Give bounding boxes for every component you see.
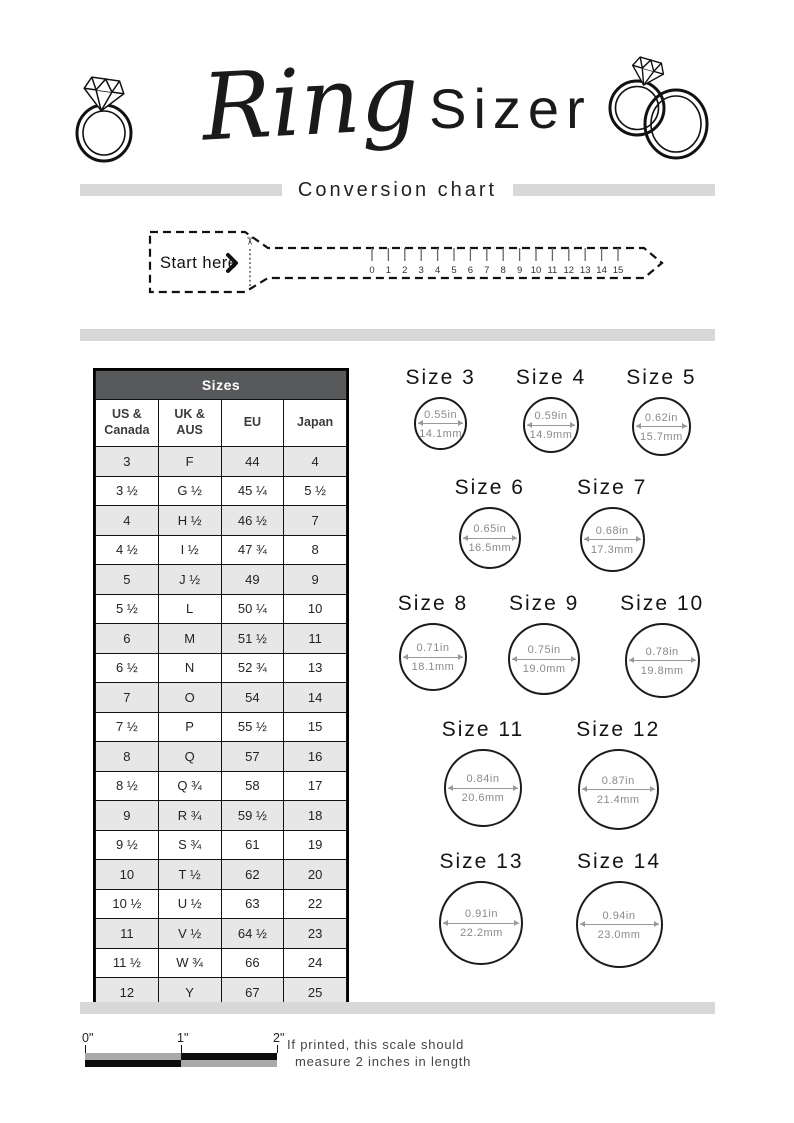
size-cell: 7: [96, 683, 159, 713]
size-cell: 20: [284, 860, 347, 890]
ruler-tick-number: 3: [418, 265, 424, 276]
size-cell: 62: [221, 860, 284, 890]
size-cell: 3: [96, 447, 159, 477]
size-cell: G ½: [158, 476, 221, 506]
diameter-inches: 0.62in: [644, 411, 678, 424]
size-cell: 47 ¾: [221, 535, 284, 565]
diameter-inches: 0.84in: [466, 773, 500, 785]
size-cell: N: [158, 653, 221, 683]
size-cell: 15: [284, 712, 347, 742]
size-cell: 22: [284, 889, 347, 919]
size-cell: 55 ½: [221, 712, 284, 742]
diameter-arrow: [443, 923, 519, 924]
col-head-uk-aus: UK & AUS: [158, 400, 221, 447]
table-row: [96, 830, 347, 860]
size-cell: 61: [221, 830, 284, 860]
size-cell: 11 ½: [96, 948, 159, 978]
diameter-arrow: [448, 788, 518, 789]
diameter-inches: 0.65in: [473, 523, 507, 535]
diameter-arrow: [582, 789, 655, 790]
size-conversion-table: [93, 368, 349, 1010]
size-cell: 10: [96, 860, 159, 890]
size-cell: 7: [284, 506, 347, 536]
circle-row: [368, 718, 734, 830]
scale-segment: [85, 1053, 181, 1060]
print-scale-note: [287, 1037, 471, 1071]
ring-size-label: Size 7: [577, 476, 648, 499]
ruler-tick-number: 0: [369, 265, 375, 276]
table-row: [96, 771, 347, 801]
size-cell: 13: [284, 653, 347, 683]
ruler-tick-number: 8: [500, 265, 506, 276]
scale-tick: [85, 1045, 86, 1053]
table-row: [96, 919, 347, 949]
scale-mark-0: 0": [82, 1031, 94, 1045]
size-cell: J ½: [158, 565, 221, 595]
ring-size-circle: [439, 881, 523, 965]
size-cell: 54: [221, 683, 284, 713]
size-cell: 51 ½: [221, 624, 284, 654]
table-row: [96, 742, 347, 772]
diameter-arrow: [512, 659, 576, 660]
diameter-arrow: [580, 924, 659, 925]
size-cell: M: [158, 624, 221, 654]
circle-row: [368, 366, 734, 456]
size-cell: 10 ½: [96, 889, 159, 919]
page-title: [150, 28, 644, 178]
ring-size-circle: [523, 397, 579, 453]
table-row: [96, 801, 347, 831]
ring-size-label: Size 6: [454, 476, 525, 499]
scale-tick: [277, 1045, 278, 1053]
double-rings-icon: [597, 50, 715, 164]
col-head-japan: Japan: [284, 400, 347, 447]
diameter-inches: 0.55in: [424, 408, 458, 421]
size-cell: 50 ¼: [221, 594, 284, 624]
size-cell: 9: [284, 565, 347, 595]
ring-size-item: [439, 850, 523, 965]
scale-mark-2: 2": [273, 1031, 285, 1045]
size-cell: H ½: [158, 506, 221, 536]
ring-size-label: Size 11: [441, 718, 525, 741]
ring-size-item: [405, 366, 475, 450]
ring-size-item: [576, 718, 660, 830]
size-cell: 16: [284, 742, 347, 772]
ruler-tick-number: 4: [434, 265, 441, 276]
ring-size-item: [576, 850, 663, 968]
diameter-mm: 18.1mm: [411, 661, 455, 673]
size-cell: 8 ½: [96, 771, 159, 801]
diameter-arrow: [527, 425, 575, 426]
size-cell: 10: [284, 594, 347, 624]
scale-segment: [85, 1060, 181, 1067]
size-cell: 64 ½: [221, 919, 284, 949]
size-cell: 12: [96, 978, 159, 1008]
diameter-mm: 20.6mm: [461, 792, 505, 804]
diameter-inches: 0.78in: [645, 645, 679, 658]
subtitle-row: [80, 177, 715, 203]
scale-segment: [181, 1053, 277, 1060]
ring-size-circle: [414, 397, 467, 450]
ruler-tick-number: 12: [563, 265, 575, 276]
table-row: [96, 653, 347, 683]
ring-size-circle: [508, 623, 580, 695]
size-cell: 58: [221, 771, 284, 801]
diameter-mm: 19.8mm: [640, 664, 684, 677]
size-cell: Q: [158, 742, 221, 772]
ring-size-item: [577, 476, 647, 572]
size-cell: 8: [284, 535, 347, 565]
size-cell: 52 ¾: [221, 653, 284, 683]
ring-size-circle: [576, 881, 663, 968]
diameter-arrow: [629, 660, 696, 661]
ring-size-circles: [368, 366, 734, 968]
ring-size-label: Size 9: [508, 592, 580, 615]
ring-size-item: [508, 592, 580, 695]
ring-size-circle: [632, 397, 691, 456]
size-cell: U ½: [158, 889, 221, 919]
ring-size-label: Size 14: [576, 850, 662, 873]
size-cell: 49: [221, 565, 284, 595]
size-cell: 7 ½: [96, 712, 159, 742]
ring-size-label: Size 4: [515, 366, 587, 389]
size-cell: 4 ½: [96, 535, 159, 565]
size-cell: 4: [284, 447, 347, 477]
table-row: [96, 476, 347, 506]
col-head-us-canada: US & Canada: [96, 400, 159, 447]
diameter-mm: 14.1mm: [419, 427, 462, 440]
diameter-arrow: [584, 539, 641, 540]
diameter-inches: 0.59in: [534, 410, 568, 422]
table-title: Sizes: [96, 371, 347, 400]
size-cell: 24: [284, 948, 347, 978]
table-row: [96, 594, 347, 624]
ruler-tick-number: 10: [530, 265, 542, 276]
size-cell: 6 ½: [96, 653, 159, 683]
ruler-ticks: [369, 248, 623, 276]
size-cell: 25: [284, 978, 347, 1008]
ring-size-circle: [399, 623, 467, 691]
size-cell: 5: [96, 565, 159, 595]
size-cell: Q ¾: [158, 771, 221, 801]
ring-size-circle: [444, 749, 522, 827]
size-cell: 46 ½: [221, 506, 284, 536]
circle-row: [368, 476, 734, 572]
diameter-arrow: [463, 538, 517, 539]
diameter-mm: 22.2mm: [460, 927, 503, 939]
size-cell: W ¾: [158, 948, 221, 978]
ring-size-circle: [578, 749, 659, 830]
size-cell: S ¾: [158, 830, 221, 860]
subtitle-left-bar: [80, 184, 282, 196]
size-cell: T ½: [158, 860, 221, 890]
ring-size-circle: [580, 507, 645, 572]
size-cell: 5 ½: [96, 594, 159, 624]
size-cell: 19: [284, 830, 347, 860]
section-divider-bottom: [80, 1002, 715, 1014]
subtitle-text: Conversion chart: [297, 178, 498, 201]
table-row: [96, 565, 347, 595]
ruler-tick-number: 15: [612, 265, 624, 276]
ruler-tick-number: 5: [451, 265, 457, 276]
size-cell: 5 ½: [284, 476, 347, 506]
ruler-tick-number: 6: [467, 265, 474, 276]
ring-size-item: [442, 718, 525, 827]
ring-size-label: Size 13: [439, 850, 524, 873]
diameter-inches: 0.75in: [527, 644, 561, 656]
diameter-inches: 0.87in: [601, 774, 635, 787]
ring-size-label: Size 3: [405, 366, 476, 389]
size-cell: 17: [284, 771, 347, 801]
subtitle-right-bar: [513, 184, 715, 196]
ring-size-circle: [625, 623, 700, 698]
ruler-tick-number: 7: [484, 265, 490, 276]
size-cell: 9 ½: [96, 830, 159, 860]
size-cell: 9: [96, 801, 159, 831]
ring-size-circle: [459, 507, 521, 569]
diameter-mm: 21.4mm: [596, 793, 640, 806]
ring-size-item: [398, 592, 468, 691]
diameter-mm: 23.0mm: [597, 928, 641, 941]
diameter-inches: 0.91in: [464, 908, 498, 920]
size-cell: P: [158, 712, 221, 742]
col-head-eu: EU: [221, 400, 284, 447]
ring-sizer-strip: [148, 225, 673, 305]
ring-size-item: [626, 366, 696, 456]
size-cell: 3 ½: [96, 476, 159, 506]
diameter-mm: 16.5mm: [468, 542, 512, 554]
size-cell: 8: [96, 742, 159, 772]
table-row: [96, 447, 347, 477]
size-cell: 11: [96, 919, 159, 949]
ruler-tick-number: 2: [402, 265, 408, 276]
size-cell: I ½: [158, 535, 221, 565]
ruler-tick-number: 9: [516, 265, 523, 276]
size-cell: 4: [96, 506, 159, 536]
ring-size-label: Size 12: [576, 718, 661, 741]
diameter-arrow: [636, 426, 687, 427]
table-row: [96, 889, 347, 919]
size-cell: 44: [221, 447, 284, 477]
size-cell: F: [158, 447, 221, 477]
size-cell: L: [158, 594, 221, 624]
size-cell: 23: [284, 919, 347, 949]
size-cell: O: [158, 683, 221, 713]
diameter-arrow: [418, 423, 463, 424]
size-cell: Y: [158, 978, 221, 1008]
size-cell: 45 ¼: [221, 476, 284, 506]
scale-note-line-2: measure 2 inches in length: [295, 1053, 472, 1069]
size-cell: R ¾: [158, 801, 221, 831]
scale-mark-1: 1": [177, 1031, 189, 1045]
diameter-mm: 17.3mm: [590, 543, 634, 556]
ruler-tick-number: 13: [579, 265, 591, 276]
circle-row: [368, 592, 734, 698]
table-column-headers: [96, 400, 347, 447]
ring-size-item: [455, 476, 525, 569]
size-cell: 57: [221, 742, 284, 772]
size-cell: 11: [284, 624, 347, 654]
scale-note-line-1: If printed, this scale should: [287, 1037, 465, 1052]
size-cell: 66: [221, 948, 284, 978]
scale-segment: [181, 1060, 277, 1067]
diameter-inches: 0.94in: [602, 909, 636, 922]
ring-size-label: Size 5: [626, 366, 697, 389]
ring-size-label: Size 8: [397, 592, 469, 615]
diameter-inches: 0.68in: [595, 524, 629, 537]
start-here-label: Start here: [160, 254, 238, 272]
diameter-inches: 0.71in: [416, 642, 450, 654]
table-row: [96, 712, 347, 742]
table-row: [96, 506, 347, 536]
table-row: [96, 624, 347, 654]
ruler-tick-number: 14: [596, 265, 607, 276]
size-cell: 63: [221, 889, 284, 919]
size-cell: 67: [221, 978, 284, 1008]
size-cell: 6: [96, 624, 159, 654]
scissors-icon: ✂: [243, 236, 255, 246]
diameter-mm: 14.9mm: [529, 429, 573, 441]
print-scale: [82, 1031, 285, 1067]
ring-size-item: [620, 592, 704, 698]
size-cell: V ½: [158, 919, 221, 949]
ring-size-label: Size 10: [620, 592, 705, 615]
circle-row: [368, 850, 734, 968]
diameter-arrow: [403, 657, 463, 658]
title-script-word: Ring: [199, 43, 422, 162]
table-row: [96, 535, 347, 565]
ruler-tick-number: 11: [547, 265, 558, 276]
size-cell: 18: [284, 801, 347, 831]
diameter-mm: 15.7mm: [640, 430, 683, 443]
size-cell: 59 ½: [221, 801, 284, 831]
ruler-tick-number: 1: [385, 265, 392, 276]
diameter-mm: 19.0mm: [522, 663, 566, 675]
table-row: [96, 683, 347, 713]
size-cell: 14: [284, 683, 347, 713]
table-row: [96, 860, 347, 890]
ring-size-item: [516, 366, 586, 453]
scale-tick: [181, 1045, 182, 1053]
section-divider-top: [80, 329, 715, 341]
table-row: [96, 948, 347, 978]
diamond-ring-icon: [72, 66, 136, 164]
scale-bars: [85, 1053, 277, 1067]
title-rest-word: Sizer: [429, 76, 592, 140]
